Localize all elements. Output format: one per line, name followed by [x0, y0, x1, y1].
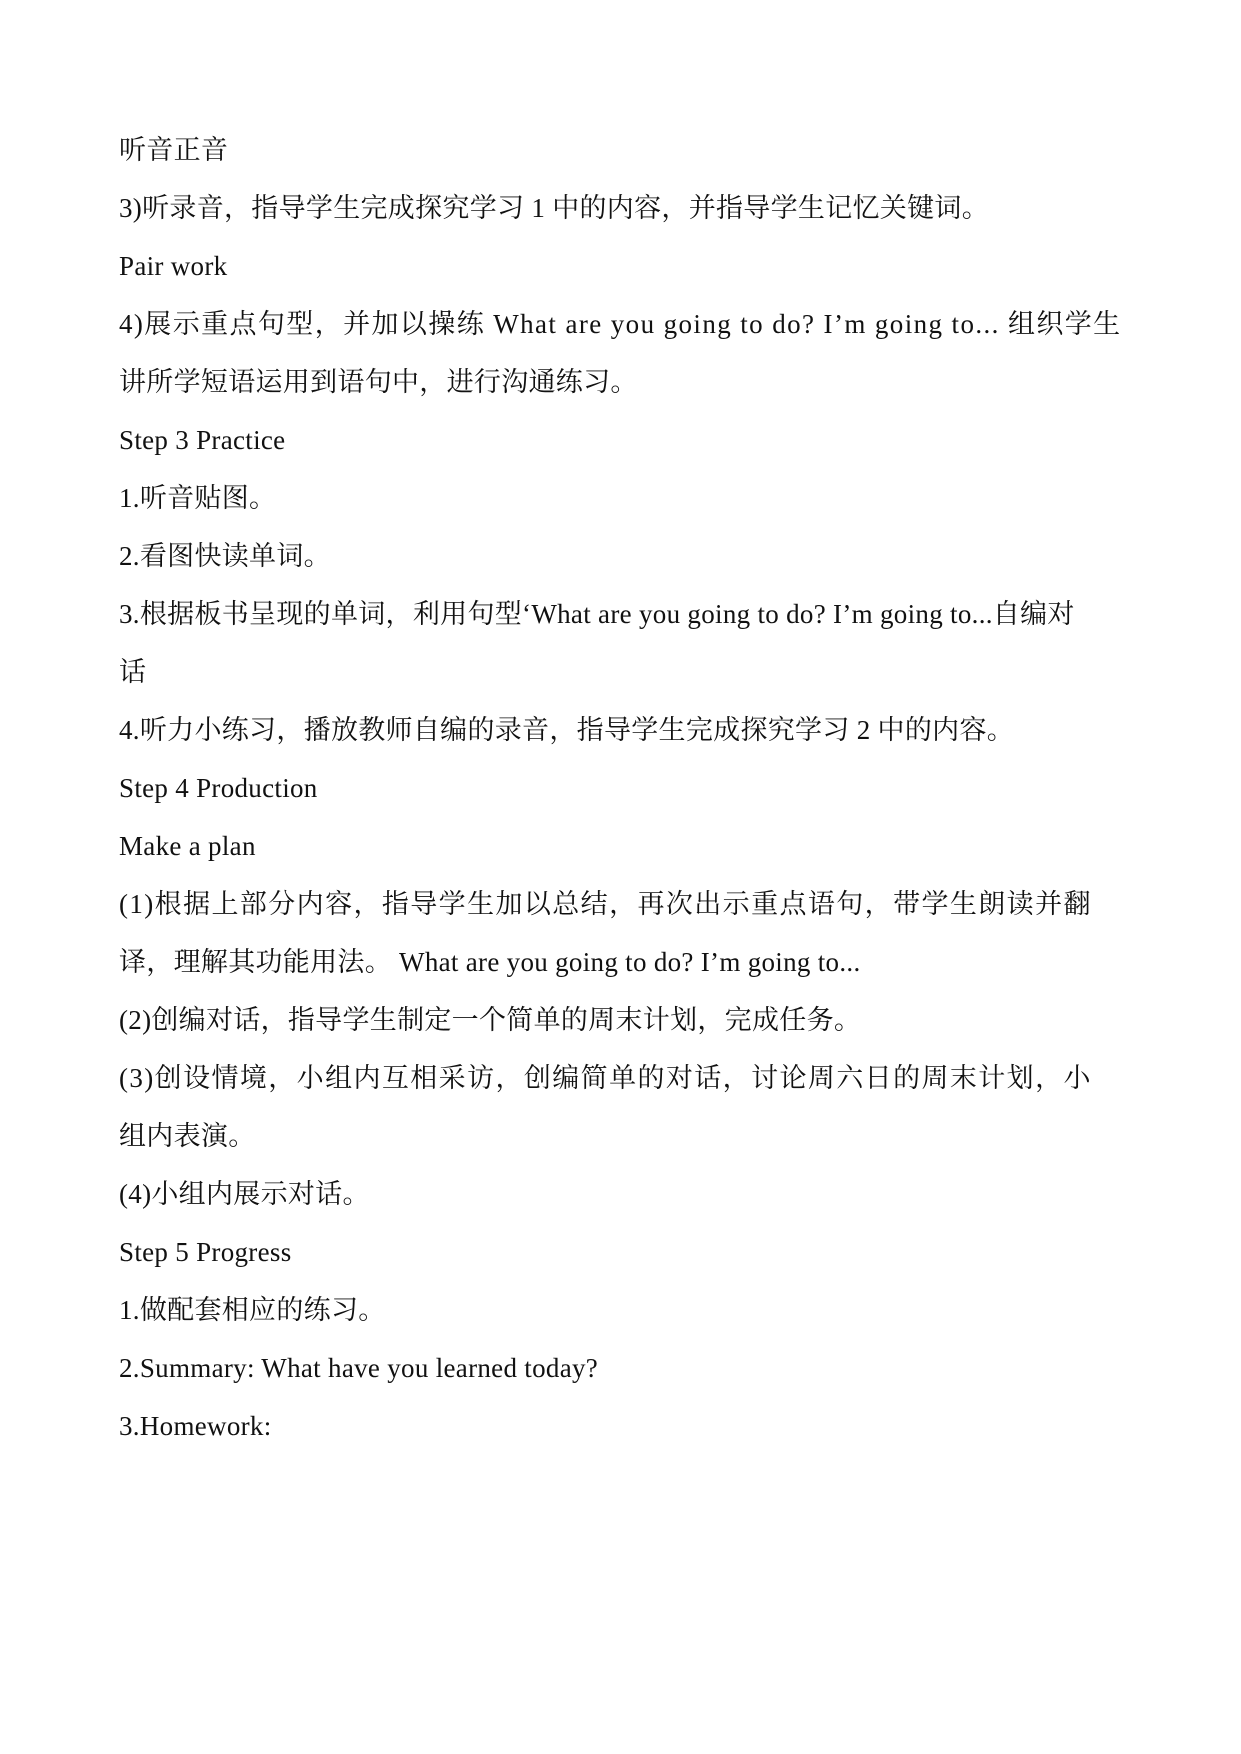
text-line-9: 3.根据板书呈现的单词，利用句型‘What are you going to do? I’m going to...自编对 — [119, 599, 1075, 629]
text-line-8: 2.看图快读单词。 — [119, 541, 331, 571]
text-line-17: (3)创设情境，小组内互相采访，创编简单的对话，讨论周六日的周末计划，小 — [119, 1063, 1092, 1093]
text-line-21: 1.做配套相应的练习。 — [119, 1295, 386, 1325]
text-line-15: 译，理解其功能用法。 What are you going to do? I’m going to... — [119, 947, 861, 977]
text-line-19: (4)小组内展示对话。 — [119, 1179, 370, 1209]
text-line-14: (1)根据上部分内容，指导学生加以总结，再次出示重点语句，带学生朗读并翻 — [119, 889, 1092, 919]
text-line-22: 2.Summary: What have you learned today? — [119, 1353, 599, 1383]
section-heading-step4: Step 4 Production — [119, 773, 318, 803]
text-line-2: 3)听录音，指导学生完成探究学习 1 中的内容，并指导学生记忆关键词。 — [119, 193, 989, 223]
text-line-1: 听音正音 — [119, 135, 229, 165]
text-line-13: Make a plan — [119, 831, 256, 861]
text-line-3: Pair work — [119, 251, 228, 281]
text-line-23: 3.Homework: — [119, 1411, 272, 1441]
section-heading-step3: Step 3 Practice — [119, 425, 286, 455]
text-line-10: 话 — [119, 657, 147, 687]
text-line-18: 组内表演。 — [119, 1121, 256, 1151]
text-line-7: 1.听音贴图。 — [119, 483, 277, 513]
text-line-11: 4.听力小练习，播放教师自编的录音，指导学生完成探究学习 2 中的内容。 — [119, 715, 1015, 745]
text-line-5: 讲所学短语运用到语句中，进行沟通练习。 — [119, 367, 638, 397]
text-line-16: (2)创编对话，指导学生制定一个简单的周末计划，完成任务。 — [119, 1005, 862, 1035]
section-heading-step5: Step 5 Progress — [119, 1237, 292, 1267]
text-line-4: 4)展示重点句型，并加以操练 What are you going to do? I’m going to... 组织学生 — [119, 309, 1122, 339]
